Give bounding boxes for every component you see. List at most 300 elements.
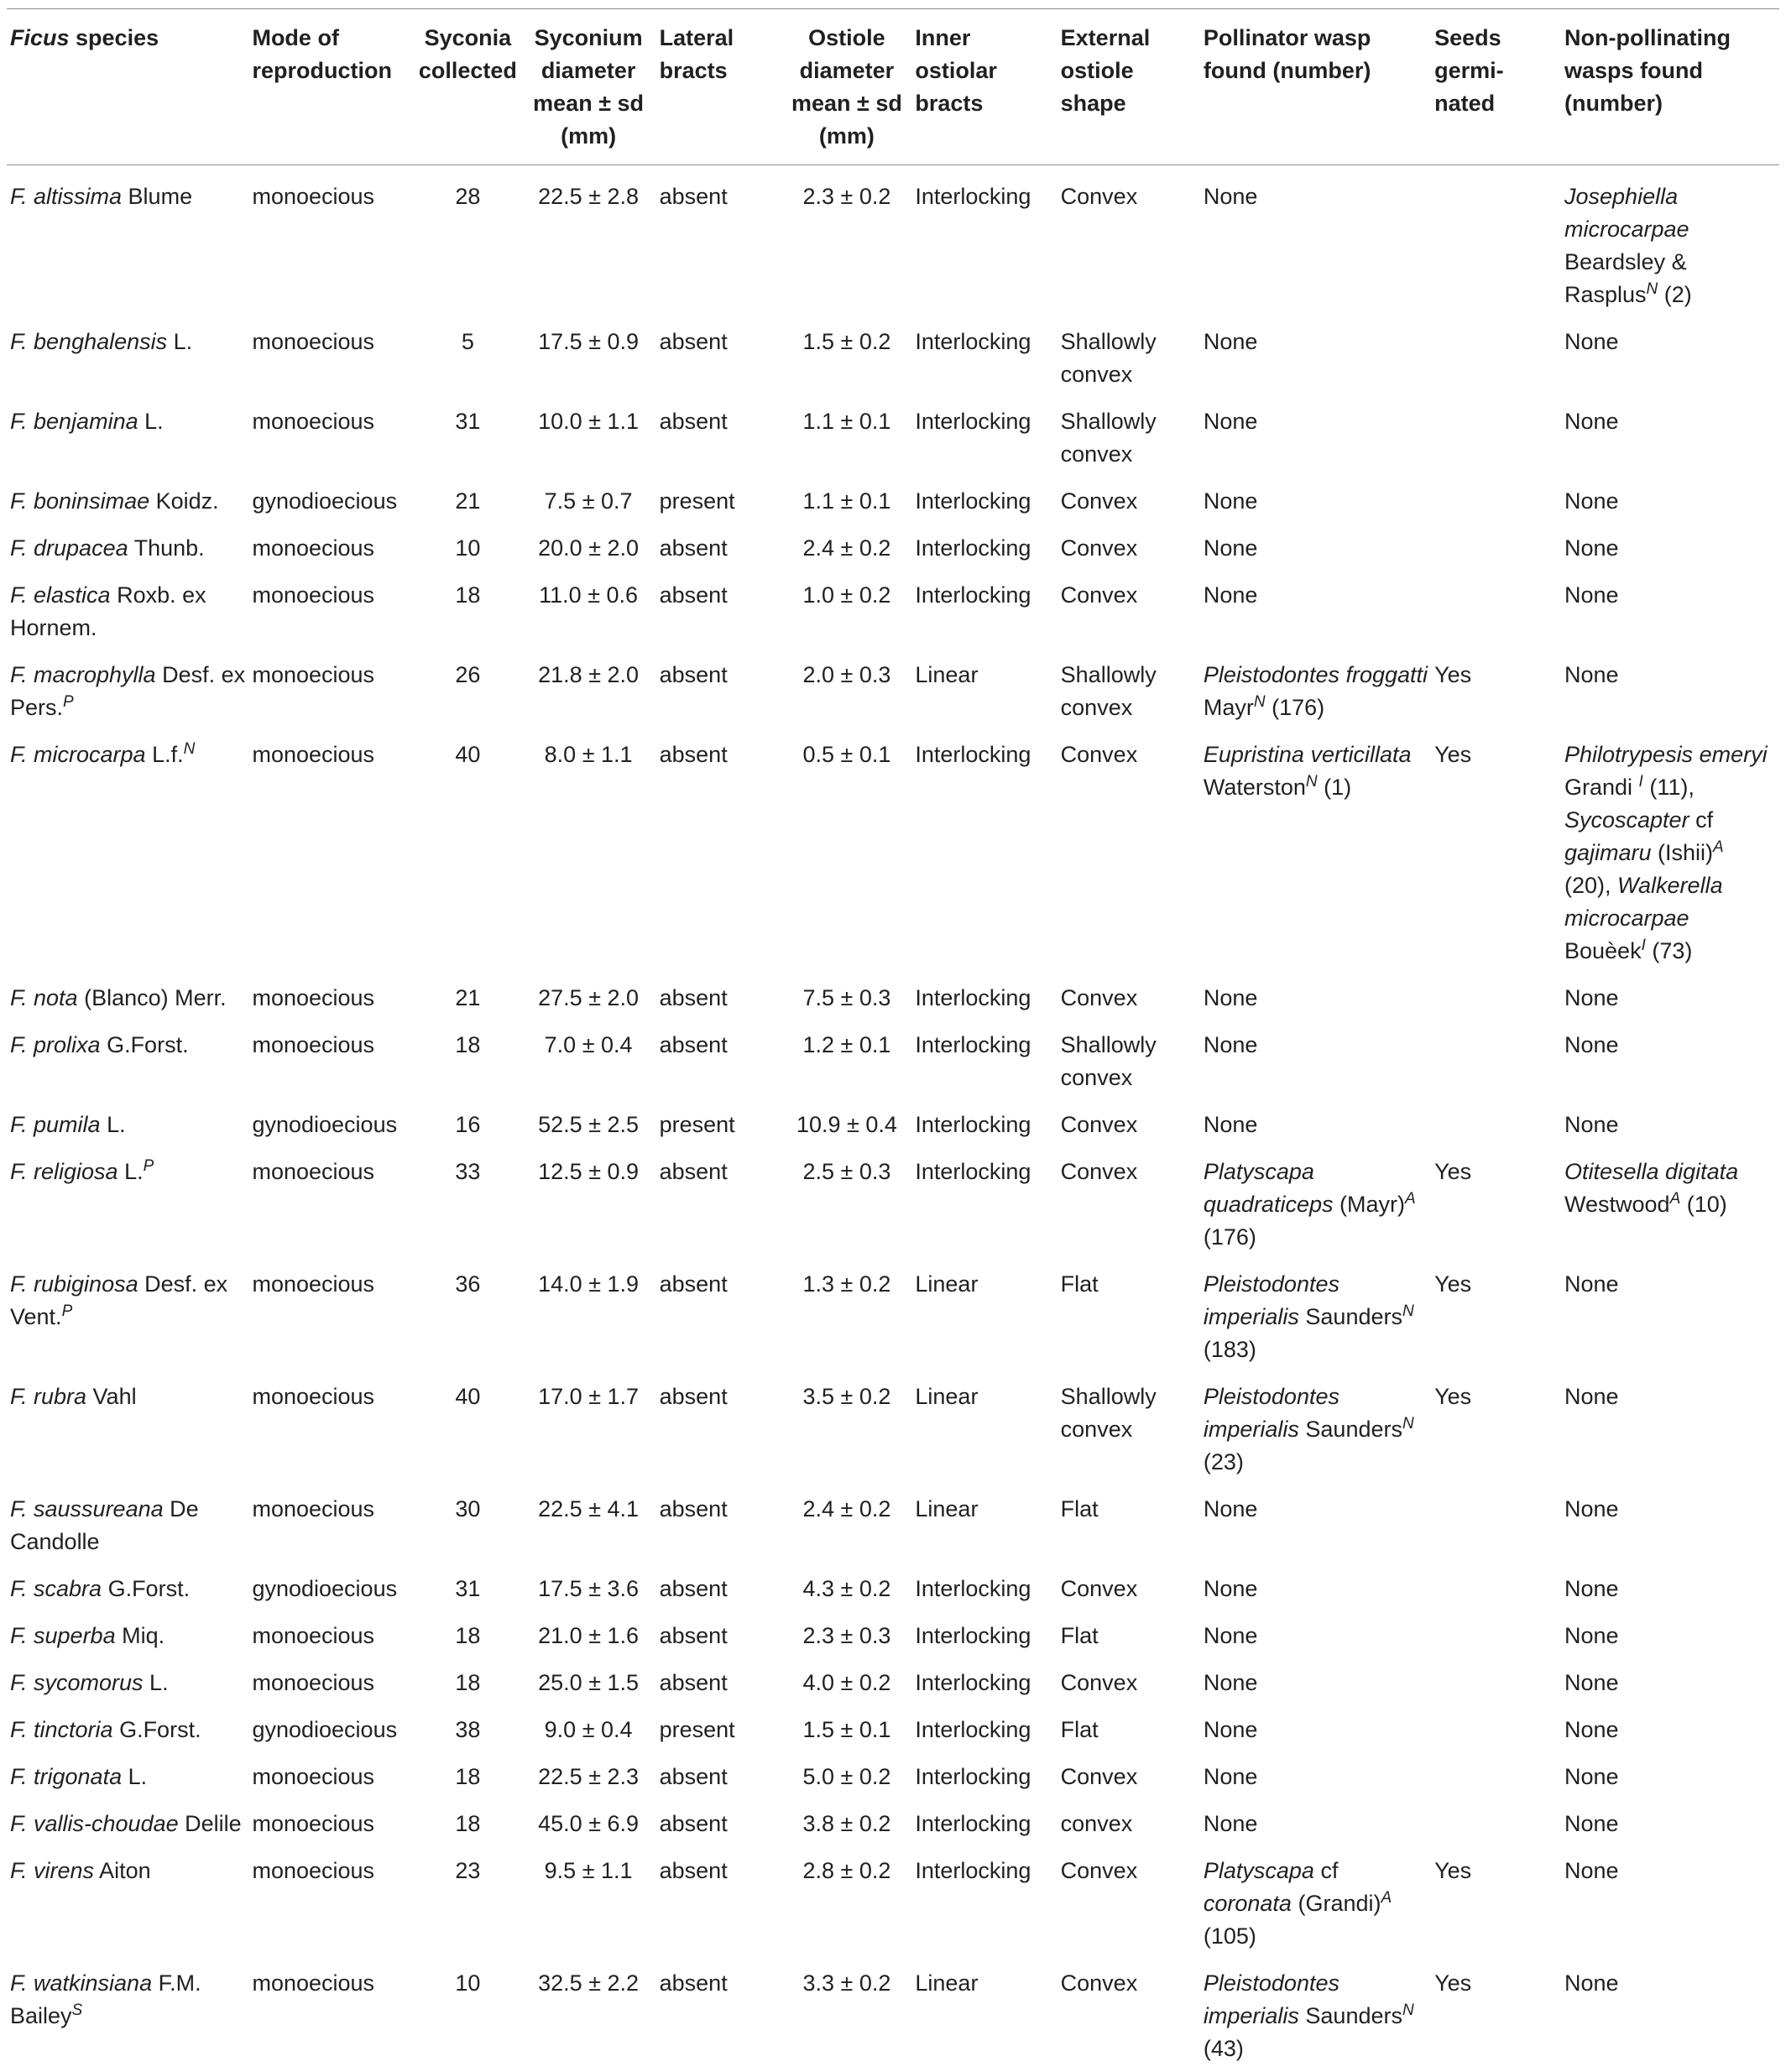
- table-row: [7, 478, 1779, 525]
- text-segment: Sycoscapter: [1564, 807, 1689, 832]
- cell-external-shape: Convex: [1058, 478, 1200, 525]
- cell-non-pollinating: [1561, 1101, 1779, 1148]
- text-segment: Aiton: [94, 1858, 151, 1883]
- cell-pollinator-wasp: [1200, 165, 1431, 319]
- cell-external-shape: Convex: [1058, 165, 1200, 319]
- text-segment: None: [1564, 535, 1619, 561]
- cell-mode: monoecious: [248, 1612, 415, 1659]
- text-segment: (11),: [1643, 775, 1695, 800]
- cell-species: [7, 1148, 248, 1260]
- text-segment: None: [1564, 1576, 1619, 1601]
- cell-external-shape: Convex: [1058, 1148, 1200, 1260]
- cell-inner-bracts: Interlocking: [911, 478, 1057, 525]
- text-segment: None: [1564, 1032, 1619, 1057]
- cell-external-shape: Convex: [1058, 1565, 1200, 1612]
- cell-syconia-collected: 5: [415, 318, 520, 398]
- cell-syconia-collected: 30: [415, 1485, 520, 1565]
- col-header-syconia: Syconia collected: [415, 9, 520, 165]
- cell-mode: monoecious: [248, 318, 415, 398]
- cell-mode: monoecious: [248, 1148, 415, 1260]
- text-segment: F. trigonata: [10, 1764, 122, 1789]
- cell-pollinator-wasp: [1200, 1148, 1431, 1260]
- cell-external-shape: Flat: [1058, 1485, 1200, 1565]
- text-segment: L.: [144, 1670, 169, 1695]
- cell-species: [7, 1101, 248, 1148]
- text-segment: None: [1564, 662, 1619, 687]
- footnote-marker: A: [1381, 1889, 1392, 1907]
- cell-non-pollinating: [1561, 478, 1779, 525]
- cell-pollinator-wasp: [1200, 478, 1431, 525]
- table-row: [7, 1373, 1779, 1485]
- cell-lateral-bracts: absent: [656, 525, 782, 571]
- cell-lateral-bracts: absent: [656, 1753, 782, 1800]
- cell-non-pollinating: [1561, 1021, 1779, 1101]
- table-body: [7, 165, 1779, 2072]
- footnote-marker: N: [184, 740, 196, 758]
- cell-lateral-bracts: present: [656, 1101, 782, 1148]
- cell-ostiole-diameter: 10.9 ± 0.4: [781, 1101, 911, 1148]
- footnote-marker: N: [1254, 693, 1266, 711]
- cell-mode: monoecious: [248, 1373, 415, 1485]
- cell-mode: gynodioecious: [248, 1101, 415, 1148]
- cell-species: [7, 398, 248, 478]
- cell-lateral-bracts: absent: [656, 1960, 782, 2072]
- text-segment: G.Forst.: [102, 1576, 190, 1601]
- text-segment: cf: [1314, 1858, 1339, 1883]
- text-segment: F. prolixa: [10, 1032, 101, 1057]
- cell-species: [7, 1960, 248, 2072]
- cell-syconia-collected: 18: [415, 1659, 520, 1706]
- cell-pollinator-wasp: [1200, 1101, 1431, 1148]
- cell-inner-bracts: Interlocking: [911, 1753, 1057, 1800]
- text-segment: (20),: [1564, 873, 1617, 898]
- text-segment: F. tinctoria: [10, 1717, 113, 1742]
- text-segment: Blume: [122, 184, 192, 209]
- cell-ostiole-diameter: 5.0 ± 0.2: [781, 1753, 911, 1800]
- text-segment: Miq.: [116, 1623, 165, 1648]
- cell-species: [7, 1485, 248, 1565]
- footnote-marker: N: [1306, 773, 1318, 791]
- text-segment: F. vallis-choudae: [10, 1811, 179, 1836]
- cell-species: [7, 1021, 248, 1101]
- cell-external-shape: Convex: [1058, 1960, 1200, 2072]
- footnote-marker: I: [1639, 773, 1643, 791]
- cell-mode: monoecious: [248, 1021, 415, 1101]
- text-segment: F.M. Bailey: [10, 1970, 201, 2028]
- cell-mode: monoecious: [248, 1659, 415, 1706]
- text-segment: Thunb.: [128, 535, 205, 561]
- cell-species: [7, 1847, 248, 1960]
- text-segment: Westwood: [1564, 1192, 1670, 1217]
- text-segment: Walkerella microcarpae: [1564, 873, 1723, 931]
- cell-external-shape: Flat: [1058, 1706, 1200, 1753]
- text-segment: None: [1564, 409, 1619, 434]
- cell-lateral-bracts: absent: [656, 398, 782, 478]
- cell-syconia-collected: 23: [415, 1847, 520, 1960]
- text-segment: (23): [1204, 1449, 1244, 1474]
- cell-pollinator-wasp: [1200, 1960, 1431, 2072]
- footnote-marker: A: [1670, 1190, 1681, 1208]
- cell-inner-bracts: Interlocking: [911, 525, 1057, 571]
- col-header-pollinator-wasp: Pollinator wasp found (number): [1200, 9, 1431, 165]
- cell-pollinator-wasp: [1200, 318, 1431, 398]
- text-segment: Platyscapa quadraticeps: [1204, 1159, 1334, 1217]
- cell-external-shape: Flat: [1058, 1612, 1200, 1659]
- cell-species: [7, 731, 248, 974]
- cell-lateral-bracts: absent: [656, 1847, 782, 1960]
- cell-inner-bracts: Interlocking: [911, 1800, 1057, 1847]
- cell-syconium-diameter: 52.5 ± 2.5: [521, 1101, 656, 1148]
- text-segment: Beardsley & Rasplus: [1564, 249, 1687, 307]
- cell-external-shape: convex: [1058, 1800, 1200, 1847]
- text-segment: None: [1204, 985, 1258, 1010]
- col-header-ostiole-diameter: Ostiole diameter mean ± sd (mm): [781, 9, 911, 165]
- cell-non-pollinating: [1561, 165, 1779, 319]
- cell-species: [7, 1260, 248, 1373]
- text-segment: L.: [138, 409, 164, 434]
- cell-inner-bracts: Linear: [911, 1485, 1057, 1565]
- cell-ostiole-diameter: 3.3 ± 0.2: [781, 1960, 911, 2072]
- text-segment: None: [1564, 1717, 1619, 1742]
- cell-species: [7, 1706, 248, 1753]
- cell-external-shape: Shallowly convex: [1058, 651, 1200, 731]
- cell-ostiole-diameter: 1.1 ± 0.1: [781, 478, 911, 525]
- cell-syconia-collected: 18: [415, 1800, 520, 1847]
- text-segment: None: [1564, 582, 1619, 608]
- text-segment: Pleistodontes imperialis: [1204, 1271, 1340, 1329]
- cell-ostiole-diameter: 2.4 ± 0.2: [781, 525, 911, 571]
- table-row: [7, 571, 1779, 651]
- text-segment: None: [1564, 1670, 1619, 1695]
- cell-inner-bracts: Interlocking: [911, 1021, 1057, 1101]
- text-segment: G.Forst.: [113, 1717, 201, 1742]
- text-segment: Pleistodontes imperialis: [1204, 1970, 1340, 2028]
- text-segment: F. sycomorus: [10, 1670, 144, 1695]
- col-header-non-pollinating-wasps: Non-pollinating wasps found (number): [1561, 9, 1779, 165]
- footnote-marker: N: [1402, 2002, 1414, 2019]
- cell-external-shape: Convex: [1058, 974, 1200, 1021]
- text-segment: F. nota: [10, 985, 78, 1010]
- table-row: [7, 1148, 1779, 1260]
- text-segment: None: [1564, 1970, 1619, 1996]
- footnote-marker: I: [1642, 937, 1646, 954]
- cell-syconia-collected: 18: [415, 1753, 520, 1800]
- cell-species: [7, 1753, 248, 1800]
- cell-species: [7, 1373, 248, 1485]
- footnote-marker: A: [1713, 838, 1724, 856]
- text-segment: None: [1564, 1623, 1619, 1648]
- cell-syconia-collected: 31: [415, 398, 520, 478]
- text-segment: None: [1204, 1717, 1258, 1742]
- text-segment: (1): [1318, 775, 1352, 800]
- cell-non-pollinating: [1561, 1706, 1779, 1753]
- ficus-species-table: [7, 8, 1779, 2072]
- cell-pollinator-wasp: [1200, 1612, 1431, 1659]
- col-header-mode: Mode of reproduction: [248, 9, 415, 165]
- text-segment: None: [1204, 535, 1258, 561]
- cell-species: [7, 478, 248, 525]
- cell-inner-bracts: Linear: [911, 1260, 1057, 1373]
- table-row: [7, 525, 1779, 571]
- footnote-marker: P: [144, 1157, 154, 1175]
- cell-lateral-bracts: absent: [656, 1800, 782, 1847]
- cell-inner-bracts: Interlocking: [911, 1659, 1057, 1706]
- text-segment: None: [1564, 985, 1619, 1010]
- cell-syconium-diameter: 10.0 ± 1.1: [521, 398, 656, 478]
- cell-external-shape: Convex: [1058, 1101, 1200, 1148]
- cell-non-pollinating: [1561, 1960, 1779, 2072]
- text-segment: L.: [167, 329, 192, 354]
- cell-inner-bracts: Interlocking: [911, 318, 1057, 398]
- cell-syconium-diameter: 9.0 ± 0.4: [521, 1706, 656, 1753]
- text-segment: (73): [1646, 938, 1693, 963]
- cell-seeds-germinated: Yes: [1431, 1847, 1561, 1960]
- cell-mode: gynodioecious: [248, 478, 415, 525]
- text-segment: None: [1204, 582, 1258, 608]
- cell-ostiole-diameter: 3.5 ± 0.2: [781, 1373, 911, 1485]
- text-segment: Saunders: [1299, 1304, 1402, 1329]
- cell-pollinator-wasp: [1200, 731, 1431, 974]
- cell-seeds-germinated: [1431, 318, 1561, 398]
- text-segment: (2): [1658, 282, 1692, 307]
- text-segment: Philotrypesis emeryi: [1564, 742, 1768, 767]
- cell-seeds-germinated: [1431, 398, 1561, 478]
- cell-mode: monoecious: [248, 571, 415, 651]
- cell-seeds-germinated: [1431, 1485, 1561, 1565]
- text-segment: None: [1564, 488, 1619, 514]
- cell-inner-bracts: Interlocking: [911, 1706, 1057, 1753]
- cell-pollinator-wasp: [1200, 974, 1431, 1021]
- cell-syconium-diameter: 45.0 ± 6.9: [521, 1800, 656, 1847]
- text-segment: F. benjamina: [10, 409, 138, 434]
- footnote-marker: A: [1405, 1190, 1416, 1208]
- cell-species: [7, 1565, 248, 1612]
- text-segment: None: [1564, 1271, 1619, 1297]
- cell-ostiole-diameter: 1.1 ± 0.1: [781, 398, 911, 478]
- cell-lateral-bracts: absent: [656, 1659, 782, 1706]
- cell-species: [7, 1800, 248, 1847]
- text-segment: F. boninsimae: [10, 488, 149, 514]
- cell-ostiole-diameter: 1.5 ± 0.2: [781, 318, 911, 398]
- text-segment: Pleistodontes imperialis: [1204, 1384, 1340, 1442]
- cell-species: [7, 651, 248, 731]
- table-row: [7, 1960, 1779, 2072]
- text-segment: None: [1204, 488, 1258, 514]
- cell-syconium-diameter: 7.5 ± 0.7: [521, 478, 656, 525]
- cell-syconia-collected: 16: [415, 1101, 520, 1148]
- cell-pollinator-wasp: [1200, 1373, 1431, 1485]
- text-segment: (10): [1680, 1192, 1727, 1217]
- cell-syconia-collected: 10: [415, 1960, 520, 2072]
- text-segment: F. superba: [10, 1623, 116, 1648]
- cell-inner-bracts: Interlocking: [911, 974, 1057, 1021]
- text-segment: F. microcarpa: [10, 742, 146, 767]
- text-segment: None: [1204, 1670, 1258, 1695]
- cell-pollinator-wasp: [1200, 1260, 1431, 1373]
- text-segment: F. virens: [10, 1858, 94, 1883]
- text-segment: (105): [1204, 1923, 1256, 1949]
- text-segment: F. watkinsiana: [10, 1970, 152, 1996]
- cell-external-shape: Flat: [1058, 1260, 1200, 1373]
- cell-lateral-bracts: absent: [656, 731, 782, 974]
- cell-lateral-bracts: absent: [656, 1565, 782, 1612]
- text-segment: Desf. ex Vent.: [10, 1271, 227, 1329]
- table-row: [7, 1565, 1779, 1612]
- cell-species: [7, 571, 248, 651]
- cell-inner-bracts: Interlocking: [911, 1101, 1057, 1148]
- cell-inner-bracts: Interlocking: [911, 1565, 1057, 1612]
- text-segment: coronata: [1204, 1891, 1292, 1916]
- text-segment: None: [1204, 1576, 1258, 1601]
- cell-seeds-germinated: [1431, 974, 1561, 1021]
- cell-syconia-collected: 10: [415, 525, 520, 571]
- cell-syconium-diameter: 12.5 ± 0.9: [521, 1148, 656, 1260]
- cell-inner-bracts: Interlocking: [911, 731, 1057, 974]
- cell-pollinator-wasp: [1200, 1847, 1431, 1960]
- cell-syconium-diameter: 14.0 ± 1.9: [521, 1260, 656, 1373]
- text-segment: L.: [101, 1112, 126, 1137]
- text-segment: F. saussureana: [10, 1496, 164, 1521]
- text-segment: F. benghalensis: [10, 329, 167, 354]
- cell-syconium-diameter: 22.5 ± 2.3: [521, 1753, 656, 1800]
- cell-mode: monoecious: [248, 165, 415, 319]
- cell-non-pollinating: [1561, 651, 1779, 731]
- cell-non-pollinating: [1561, 398, 1779, 478]
- cell-lateral-bracts: present: [656, 478, 782, 525]
- cell-syconia-collected: 31: [415, 1565, 520, 1612]
- text-segment: None: [1204, 184, 1258, 209]
- text-segment: None: [1204, 1764, 1258, 1789]
- cell-syconia-collected: 21: [415, 478, 520, 525]
- cell-syconium-diameter: 20.0 ± 2.0: [521, 525, 656, 571]
- cell-lateral-bracts: present: [656, 1706, 782, 1753]
- cell-syconia-collected: 18: [415, 1021, 520, 1101]
- cell-syconium-diameter: 17.5 ± 0.9: [521, 318, 656, 398]
- cell-external-shape: Convex: [1058, 571, 1200, 651]
- cell-non-pollinating: [1561, 525, 1779, 571]
- cell-mode: monoecious: [248, 651, 415, 731]
- cell-syconia-collected: 36: [415, 1260, 520, 1373]
- cell-syconia-collected: 18: [415, 1612, 520, 1659]
- cell-mode: monoecious: [248, 974, 415, 1021]
- table-row: [7, 1753, 1779, 1800]
- text-segment: (43): [1204, 2036, 1244, 2061]
- text-segment: (Blanco) Merr.: [78, 985, 227, 1010]
- text-segment: (183): [1204, 1337, 1256, 1362]
- cell-mode: monoecious: [248, 1260, 415, 1373]
- cell-species: [7, 165, 248, 319]
- cell-ostiole-diameter: 2.0 ± 0.3: [781, 651, 911, 731]
- cell-syconia-collected: 26: [415, 651, 520, 731]
- text-segment: Koidz.: [149, 488, 219, 514]
- cell-external-shape: Convex: [1058, 1847, 1200, 1960]
- text-segment: None: [1564, 329, 1619, 354]
- cell-pollinator-wasp: [1200, 1659, 1431, 1706]
- cell-lateral-bracts: absent: [656, 1612, 782, 1659]
- cell-inner-bracts: Interlocking: [911, 1847, 1057, 1960]
- cell-syconium-diameter: 25.0 ± 1.5: [521, 1659, 656, 1706]
- table-row: [7, 1659, 1779, 1706]
- cell-syconia-collected: 40: [415, 1373, 520, 1485]
- text-segment: Bouèek: [1564, 938, 1642, 963]
- cell-non-pollinating: [1561, 1847, 1779, 1960]
- cell-lateral-bracts: absent: [656, 974, 782, 1021]
- col-header-external-ostiole-shape: External ostiole shape: [1058, 9, 1200, 165]
- text-segment: Platyscapa: [1204, 1858, 1314, 1883]
- text-segment: None: [1564, 1384, 1619, 1409]
- cell-pollinator-wasp: [1200, 1021, 1431, 1101]
- cell-seeds-germinated: [1431, 478, 1561, 525]
- text-segment: (176): [1266, 695, 1325, 720]
- cell-pollinator-wasp: [1200, 1706, 1431, 1753]
- text-segment: G.Forst.: [101, 1032, 189, 1057]
- cell-seeds-germinated: [1431, 525, 1561, 571]
- table-row: [7, 1706, 1779, 1753]
- footnote-marker: N: [1402, 1415, 1414, 1433]
- col-header-syconium-diameter: Syconium diameter mean ± sd (mm): [521, 9, 656, 165]
- cell-pollinator-wasp: [1200, 525, 1431, 571]
- cell-ostiole-diameter: 4.0 ± 0.2: [781, 1659, 911, 1706]
- cell-external-shape: Convex: [1058, 1753, 1200, 1800]
- text-segment: L.: [122, 1764, 147, 1789]
- cell-syconia-collected: 40: [415, 731, 520, 974]
- text-segment: None: [1204, 1811, 1258, 1836]
- text-segment: Vahl: [86, 1384, 137, 1409]
- cell-non-pollinating: [1561, 1800, 1779, 1847]
- cell-lateral-bracts: absent: [656, 1021, 782, 1101]
- text-segment: None: [1564, 1112, 1619, 1137]
- cell-lateral-bracts: absent: [656, 318, 782, 398]
- cell-non-pollinating: [1561, 1485, 1779, 1565]
- cell-species: [7, 1659, 248, 1706]
- cell-mode: monoecious: [248, 1485, 415, 1565]
- text-segment: Roxb. ex Hornem.: [10, 582, 206, 640]
- cell-seeds-germinated: [1431, 1612, 1561, 1659]
- text-segment: (Ishii): [1652, 840, 1714, 865]
- col-header-seeds-germinated: Seeds germi-nated: [1431, 9, 1561, 165]
- text-segment: None: [1204, 1623, 1258, 1648]
- cell-external-shape: Shallowly convex: [1058, 318, 1200, 398]
- table-row: [7, 974, 1779, 1021]
- text-segment: F. altissima: [10, 184, 122, 209]
- text-segment: F. drupacea: [10, 535, 128, 561]
- cell-pollinator-wasp: [1200, 571, 1431, 651]
- cell-inner-bracts: Interlocking: [911, 571, 1057, 651]
- cell-lateral-bracts: absent: [656, 1260, 782, 1373]
- cell-non-pollinating: [1561, 1659, 1779, 1706]
- text-segment: Delile: [179, 1811, 242, 1836]
- table-row: [7, 318, 1779, 398]
- cell-non-pollinating: [1561, 731, 1779, 974]
- table-row: [7, 651, 1779, 731]
- cell-syconium-diameter: 22.5 ± 4.1: [521, 1485, 656, 1565]
- cell-external-shape: Convex: [1058, 525, 1200, 571]
- cell-inner-bracts: Interlocking: [911, 165, 1057, 319]
- col-header-species: Ficus species: [7, 9, 248, 165]
- cell-mode: monoecious: [248, 1847, 415, 1960]
- footnote-marker: S: [72, 2002, 83, 2019]
- cell-syconia-collected: 21: [415, 974, 520, 1021]
- cell-ostiole-diameter: 7.5 ± 0.3: [781, 974, 911, 1021]
- table-row: [7, 731, 1779, 974]
- cell-external-shape: Shallowly convex: [1058, 1021, 1200, 1101]
- cell-inner-bracts: Interlocking: [911, 398, 1057, 478]
- cell-syconium-diameter: 17.5 ± 3.6: [521, 1565, 656, 1612]
- text-segment: None: [1204, 409, 1258, 434]
- cell-mode: gynodioecious: [248, 1706, 415, 1753]
- cell-non-pollinating: [1561, 318, 1779, 398]
- cell-seeds-germinated: Yes: [1431, 1373, 1561, 1485]
